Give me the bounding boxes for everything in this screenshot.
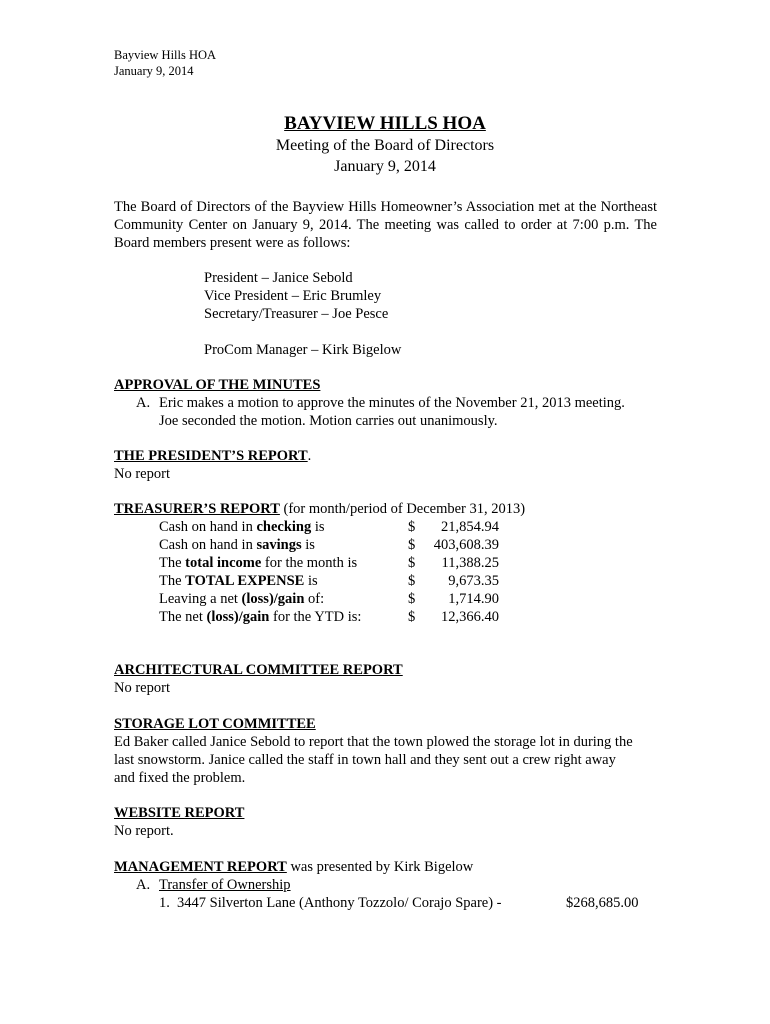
president-heading: THE PRESIDENT’S REPORT xyxy=(114,448,308,464)
treasurer-row-label-pre: The xyxy=(159,573,186,589)
treasurer-row-amount: 11,388.25 xyxy=(441,555,499,571)
treasurer-row-currency: $ xyxy=(408,573,416,589)
treasurer-heading-line xyxy=(114,500,525,518)
treasurer-row-label-pre: The xyxy=(159,555,186,571)
treasurer-row-currency: $ xyxy=(408,555,416,571)
treasurer-row-label-bold: TOTAL EXPENSE xyxy=(185,573,305,589)
treasurer-row-currency: $ xyxy=(408,591,416,607)
transfer-item-amount: $268,685.00 xyxy=(566,895,639,911)
minutes-item-marker: A. xyxy=(136,395,151,411)
treasurer-period: (for month/period of December 31, 2013) xyxy=(279,501,526,517)
treasurer-row-label-bold: (loss)/gain xyxy=(241,591,305,607)
treasurer-row-label-bold: total income xyxy=(185,555,262,571)
treasurer-row-label-post: is xyxy=(311,519,325,535)
management-sub-marker: A. xyxy=(136,877,151,893)
architectural-heading: ARCHITECTURAL COMMITTEE REPORT xyxy=(114,662,403,678)
website-heading: WEBSITE REPORT xyxy=(114,805,245,821)
treasurer-row-amount: 21,854.94 xyxy=(441,519,499,535)
storage-line3: and fixed the problem. xyxy=(114,770,246,786)
transfer-item-marker: 1. xyxy=(159,895,170,911)
treasurer-heading: TREASURER’S REPORT xyxy=(114,501,280,517)
storage-line1: Ed Baker called Janice Sebold to report that the town plowed the storage lot in during the xyxy=(114,734,633,750)
management-heading-trail: was presented by Kirk Bigelow xyxy=(286,859,474,875)
treasurer-row-label-pre: Cash on hand in xyxy=(159,519,257,535)
member-vice-president: Vice President – Eric Brumley xyxy=(204,288,382,304)
treasurer-row-amount: 9,673.35 xyxy=(448,573,499,589)
document-subtitle: Meeting of the Board of Directors xyxy=(275,137,495,154)
storage-line2: last snowstorm. Janice called the staff in town hall and they sent out a crew right away xyxy=(114,752,616,768)
header-org: Bayview Hills HOA xyxy=(114,48,217,62)
treasurer-row-currency: $ xyxy=(408,537,416,553)
minutes-heading: APPROVAL OF THE MINUTES xyxy=(114,377,321,393)
management-heading: MANAGEMENT REPORT xyxy=(114,859,287,875)
treasurer-row-currency: $ xyxy=(408,519,416,535)
treasurer-row-label-pre: The net xyxy=(159,609,207,625)
transfer-of-ownership-heading: Transfer of Ownership xyxy=(159,877,291,893)
treasurer-row-currency: $ xyxy=(408,609,416,625)
treasurer-row-label-post: is xyxy=(301,537,315,553)
minutes-item-line2: Joe seconded the motion. Motion carries out unanimously. xyxy=(159,413,498,429)
treasurer-row-label xyxy=(159,554,357,572)
treasurer-row-label-post: of: xyxy=(304,591,325,607)
member-secretary-treasurer: Secretary/Treasurer – Joe Pesce xyxy=(204,306,389,322)
president-body: No report xyxy=(114,466,170,482)
treasurer-row-label-post: is xyxy=(304,573,318,589)
management-heading-line xyxy=(114,858,473,876)
treasurer-row-label-post: for the YTD is: xyxy=(269,609,362,625)
treasurer-row-label-bold: savings xyxy=(256,537,302,553)
treasurer-row-label xyxy=(159,518,325,536)
header-date: January 9, 2014 xyxy=(114,64,194,78)
treasurer-row-label xyxy=(159,572,318,590)
treasurer-row-label-pre: Cash on hand in xyxy=(159,537,257,553)
member-president: President – Janice Sebold xyxy=(204,270,353,286)
document-title: BAYVIEW HILLS HOA xyxy=(284,113,486,134)
treasurer-row-amount: 403,608.39 xyxy=(433,537,499,553)
president-heading-line xyxy=(114,447,311,465)
document-date: January 9, 2014 xyxy=(334,158,436,175)
treasurer-row-amount: 12,366.40 xyxy=(441,609,499,625)
architectural-body: No report xyxy=(114,680,170,696)
treasurer-row-amount: 1,714.90 xyxy=(448,591,499,607)
storage-heading: STORAGE LOT COMMITTEE xyxy=(114,716,316,732)
minutes-item-line1: Eric makes a motion to approve the minutes of the November 21, 2013 meeting. xyxy=(159,395,625,411)
transfer-item-text: 3447 Silverton Lane (Anthony Tozzolo/ Corajo Spare) - xyxy=(177,895,502,911)
treasurer-row-label-post: for the month is xyxy=(261,555,358,571)
treasurer-row-label xyxy=(159,536,315,554)
page-header xyxy=(114,47,216,79)
treasurer-row-label xyxy=(159,608,361,626)
president-heading-trail: . xyxy=(307,448,312,464)
procom-manager: ProCom Manager – Kirk Bigelow xyxy=(204,342,402,358)
website-body: No report. xyxy=(114,823,174,839)
treasurer-row-label-bold: (loss)/gain xyxy=(206,609,270,625)
treasurer-row-label-pre: Leaving a net xyxy=(159,591,242,607)
intro-paragraph: The Board of Directors of the Bayview Hills Homeowner’s Association met at the Northeast Community Center on January 9, 2014. The meeting was called to order at 7:00 p.m. The Board members present were as follows: xyxy=(114,199,657,251)
treasurer-row-label-bold: checking xyxy=(256,519,312,535)
treasurer-row-label xyxy=(159,590,324,608)
